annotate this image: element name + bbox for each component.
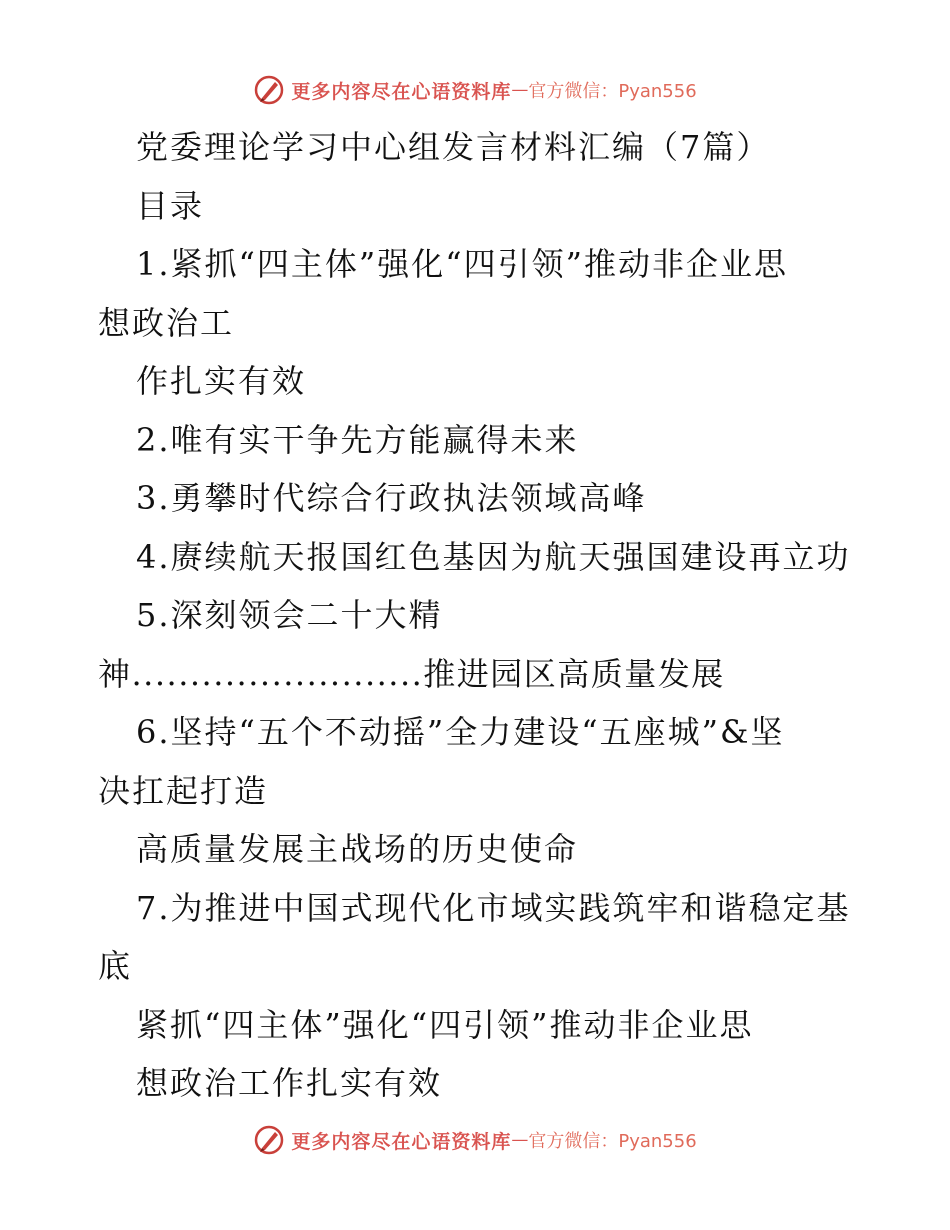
quill-logo-icon [253, 1124, 285, 1156]
section-heading-line: 想政治工作扎实有效 [136, 1064, 443, 1102]
toc-line: 3.勇攀时代综合行政执法领域高峰 [136, 479, 647, 517]
watermark-wechat: 官方微信：Pyan556 [528, 1131, 697, 1152]
toc-line: 1.紧抓“四主体”强化“四引领”推动非企业思 [136, 245, 788, 283]
toc-line: 6.坚持“五个不动摇”全力建设“五座城”&坚 [136, 713, 785, 751]
quill-logo-icon [253, 74, 285, 106]
toc-line: 想政治工 [98, 303, 235, 342]
toc-line: 2.唯有实干争先方能赢得未来 [136, 420, 579, 459]
watermark-brand: 更多内容尽在心语资料库 [291, 80, 512, 103]
toc-line: 神.........................推进园区高质量发展 [98, 654, 725, 693]
watermark-wechat: 官方微信：Pyan556 [528, 81, 697, 102]
watermark-separator: — [511, 80, 529, 100]
document-title: 党委理论学习中心组发言材料汇编（7篇） [136, 128, 771, 166]
watermark-separator: — [511, 1130, 529, 1150]
watermark-banner-bottom [0, 1120, 950, 1160]
document-body [98, 118, 858, 1113]
toc-line: 决扛起打造 [98, 771, 269, 810]
watermark-banner-top [0, 70, 950, 110]
toc-line: 作扎实有效 [136, 362, 307, 400]
toc-line: 4.赓续航天报国红色基因为航天强国建设再立功 [136, 537, 851, 576]
watermark-brand: 更多内容尽在心语资料库 [291, 1130, 512, 1153]
toc-heading: 目录 [136, 186, 205, 225]
toc-line: 5.深刻领会二十大精 [136, 596, 443, 634]
toc-line: 底 [98, 947, 133, 985]
toc-line: 高质量发展主战场的历史使命 [136, 830, 579, 868]
toc-line: 7.为推进中国式现代化市域实践筑牢和谐稳定基 [136, 888, 851, 927]
section-heading-line: 紧抓“四主体”强化“四引领”推动非企业思 [136, 1005, 754, 1044]
